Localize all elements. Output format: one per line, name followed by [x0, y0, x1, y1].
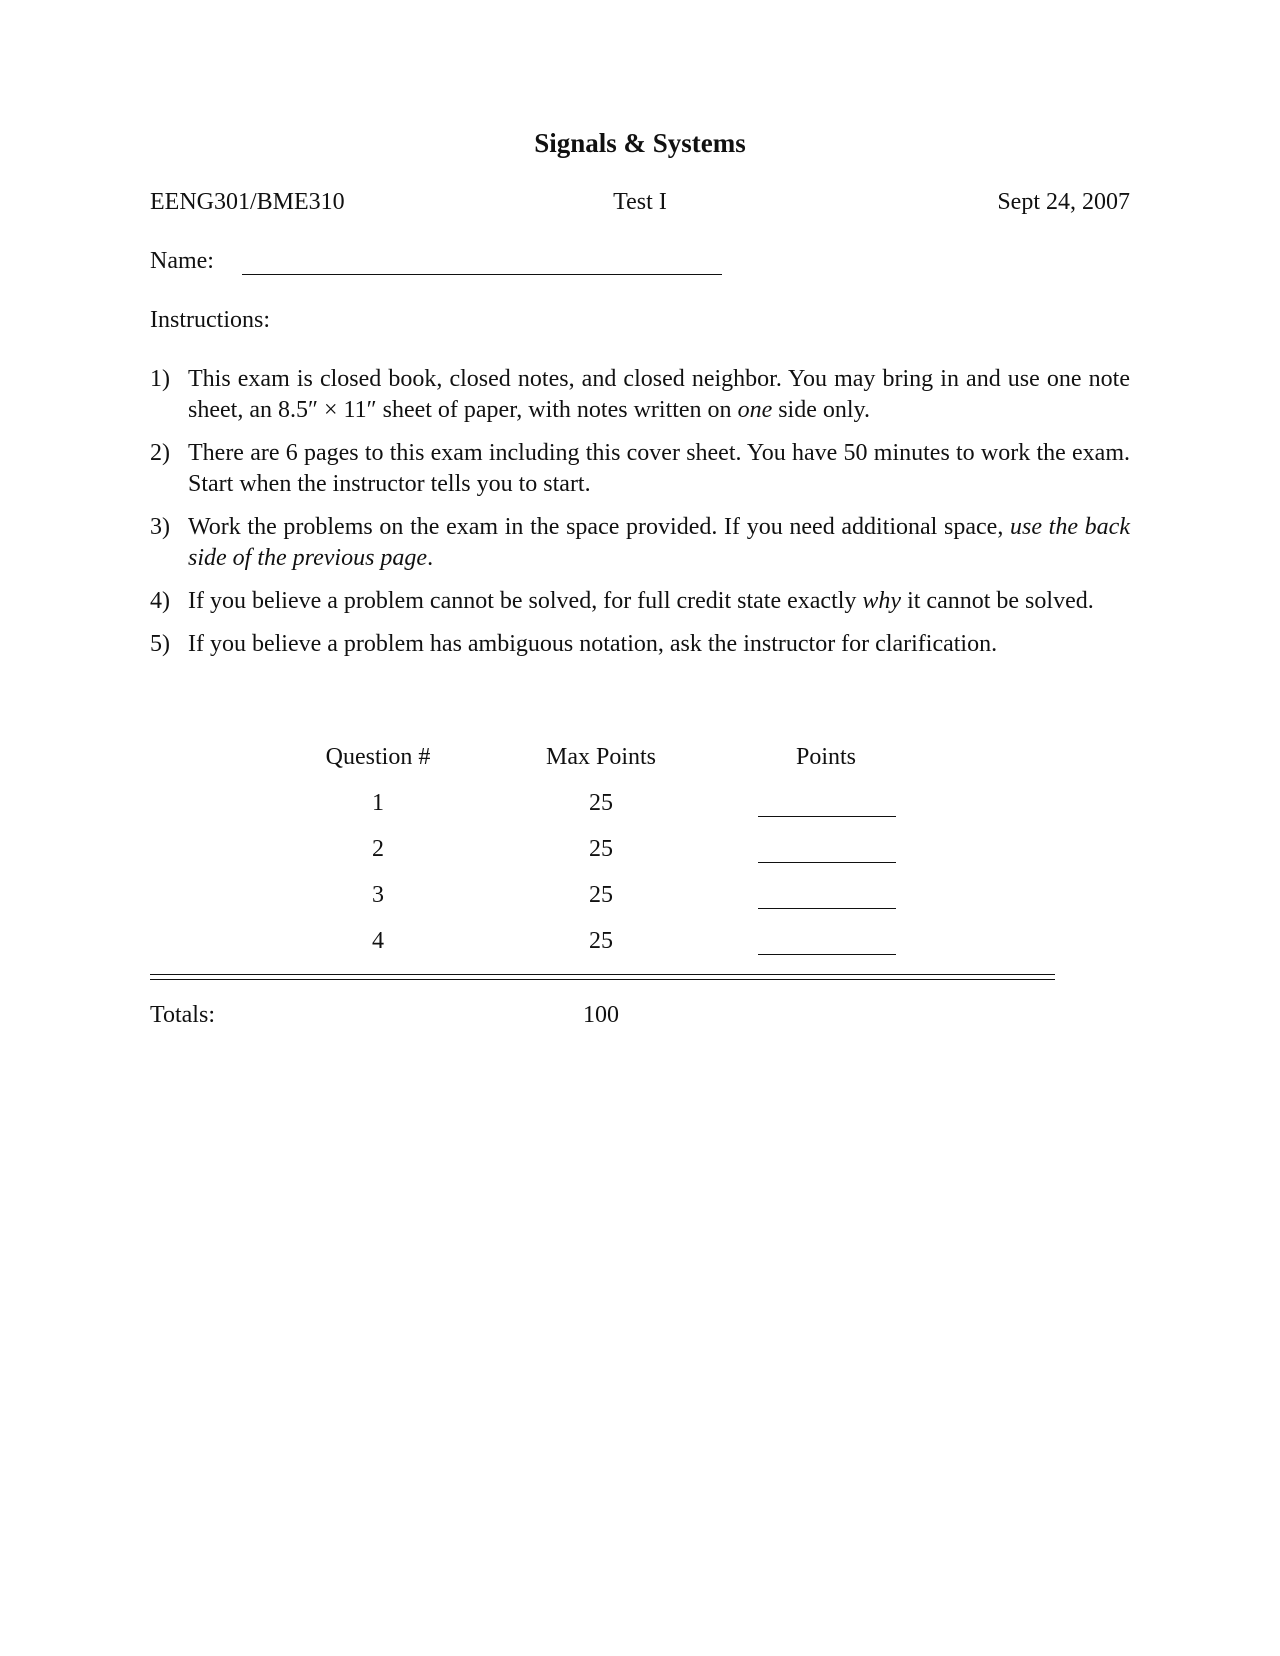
table-row [150, 836, 1055, 882]
instruction-text: side only. [772, 397, 870, 423]
exam-date: Sept 24, 2007 [997, 189, 1130, 215]
instruction-text: If you believe a problem has ambiguous notation, ask the instructor for clarification. [188, 631, 998, 657]
points-column-header: Points [795, 744, 857, 770]
totals-divider [150, 974, 1055, 980]
max-points-value: 25 [589, 836, 613, 862]
instruction-text: . [427, 545, 434, 571]
instruction-number: 5) [150, 631, 170, 657]
table-row [150, 790, 1055, 836]
instruction-number: 1) [150, 366, 170, 392]
instruction-item [150, 364, 1130, 426]
instruction-text: If you believe a problem cannot be solved, for full credit state exactly [188, 588, 863, 614]
instruction-item [150, 586, 1130, 617]
instruction-text: There are 6 pages to this exam including this cover sheet. You have 50 minutes to work the exam. Start when the instructor tells you to start. [188, 440, 1130, 497]
table-row [150, 928, 1055, 974]
test-name: Test I [613, 189, 667, 215]
instruction-item [150, 512, 1130, 574]
page-title: Signals & Systems [534, 128, 746, 158]
points-blank[interactable] [758, 816, 896, 817]
course-code: EENG301/BME310 [150, 189, 345, 215]
instruction-emphasis: use the back side of the previous page [188, 514, 1130, 571]
instruction-emphasis: why [862, 588, 902, 614]
question-number: 1 [372, 790, 384, 816]
max-points-column-header: Max Points [545, 744, 656, 770]
instructions-list [150, 364, 1130, 672]
instruction-emphasis: one [737, 397, 773, 423]
instruction-item [150, 629, 1130, 660]
totals-value: 100 [583, 1002, 619, 1028]
question-number: 3 [372, 882, 384, 908]
instructions-heading: Instructions: [150, 307, 270, 333]
exam-header [150, 189, 1130, 221]
table-row [150, 882, 1055, 928]
instruction-number: 2) [150, 440, 170, 466]
instruction-item [150, 438, 1130, 500]
name-field[interactable] [242, 274, 722, 275]
name-label: Name: [150, 248, 214, 274]
max-points-value: 25 [589, 882, 613, 908]
points-blank[interactable] [758, 908, 896, 909]
totals-row [150, 1002, 1055, 1034]
question-number: 4 [372, 928, 384, 954]
instruction-text: it cannot be solved. [901, 588, 1094, 614]
score-table-header [150, 744, 1055, 790]
points-blank[interactable] [758, 954, 896, 955]
question-column-header: Question # [325, 744, 431, 770]
instruction-number: 4) [150, 588, 170, 614]
question-number: 2 [372, 836, 384, 862]
score-table [150, 744, 1055, 974]
instruction-text: Work the problems on the exam in the space provided. If you need additional space, [188, 514, 1011, 540]
instruction-text: This exam is closed book, closed notes, and closed neighbor. You may bring in and use one note sheet, an 8.5″ × 11″ sheet of paper, with notes written on [188, 366, 1130, 423]
totals-label: Totals: [150, 1002, 215, 1028]
max-points-value: 25 [589, 928, 613, 954]
points-blank[interactable] [758, 862, 896, 863]
max-points-value: 25 [589, 790, 613, 816]
instruction-number: 3) [150, 514, 170, 540]
